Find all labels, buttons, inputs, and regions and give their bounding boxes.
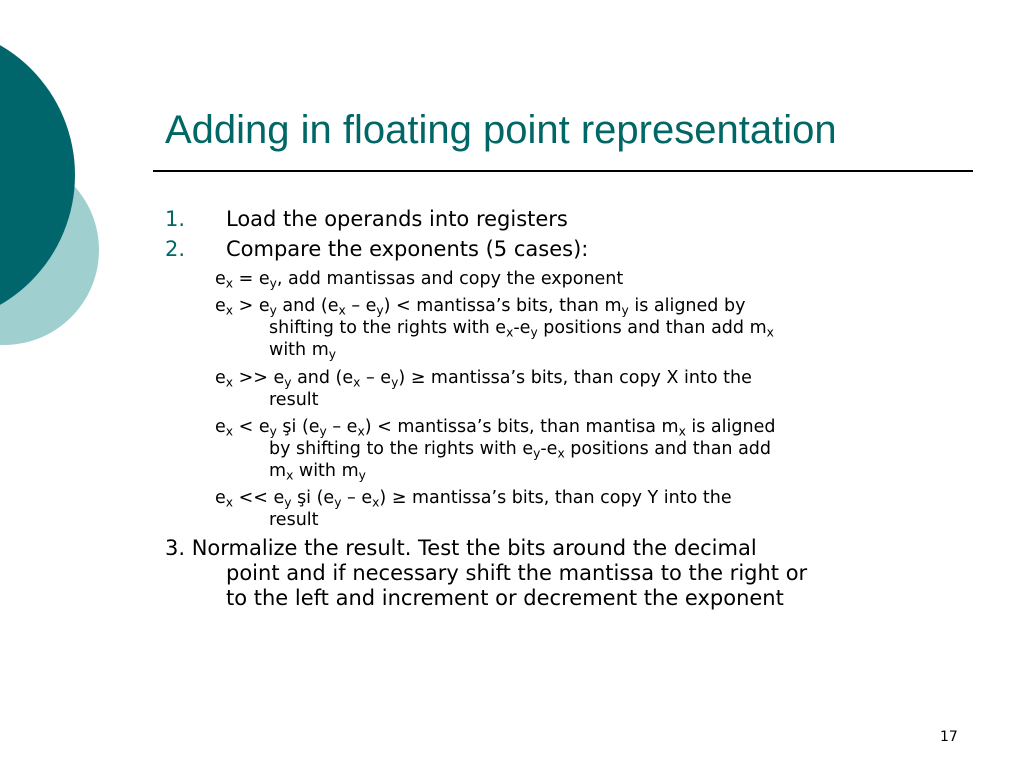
case-2-line-1 (215, 295, 745, 317)
subscript: x (225, 424, 234, 439)
step-3-line-1: 3. Normalize the result. Test the bits around the decimal (165, 536, 757, 560)
step-2-number: 2. (165, 237, 186, 261)
text-run: positions and than add (564, 439, 772, 459)
text-run: < e (233, 417, 270, 437)
text-run: -e (540, 439, 558, 459)
text-run: result (269, 510, 319, 530)
step-1-number: 1. (165, 207, 186, 231)
subscript: x (225, 375, 234, 390)
text-run: m (269, 461, 287, 481)
subscript: y (269, 303, 277, 318)
case-4-line-2 (269, 438, 771, 460)
text-run: result (269, 390, 319, 410)
text-run: e (215, 488, 226, 508)
subscript: x (225, 495, 234, 510)
text-run: > e (233, 296, 270, 316)
text-run: by shifting to the rights with e (269, 439, 534, 459)
subscript: x (557, 446, 565, 461)
text-run: – e (341, 488, 373, 508)
subscript: x (225, 303, 234, 318)
subscript: y (284, 375, 292, 390)
text-run: ) < mantissa’s bits, than m (383, 296, 622, 316)
text-run: ) < mantissa’s bits, than mantisa m (364, 417, 679, 437)
subscript: y (284, 495, 292, 510)
text-run: ) ≥ mantissa’s bits, than copy Y into the (379, 488, 732, 508)
case-5-line-1 (215, 487, 732, 509)
subscript: x (357, 424, 365, 439)
subscript: y (358, 468, 366, 483)
subscript: x (506, 325, 514, 340)
text-run: – e (326, 417, 358, 437)
subscript: x (678, 424, 686, 439)
decorative-circles (0, 0, 110, 400)
slide-title: Adding in floating point representation (165, 108, 837, 152)
subscript: y (319, 424, 327, 439)
text-run: şi (e (291, 488, 335, 508)
subscript: y (530, 325, 538, 340)
text-run: shifting to the rights with e (269, 318, 507, 338)
subscript: y (391, 375, 399, 390)
text-run: with m (269, 340, 329, 360)
subscript: x (353, 375, 361, 390)
case-5-line-2 (269, 509, 319, 531)
case-4-line-3 (269, 460, 366, 482)
step-2-text: Compare the exponents (5 cases): (226, 237, 589, 261)
case-2-line-2 (269, 317, 774, 339)
subscript: y (533, 446, 541, 461)
text-run: ) ≥ mantissa’s bits, than copy X into the (398, 368, 752, 388)
case-2-line-3 (269, 339, 336, 361)
text-run: e (215, 417, 226, 437)
case-4-line-1 (215, 416, 775, 438)
subscript: x (286, 468, 294, 483)
subscript: x (766, 325, 774, 340)
step-1-text: Load the operands into registers (226, 207, 568, 231)
text-run: is aligned (685, 417, 776, 437)
text-run: e (215, 296, 226, 316)
subscript: y (328, 347, 336, 362)
text-run: with m (293, 461, 359, 481)
subscript: y (334, 495, 342, 510)
text-run: is aligned by (628, 296, 746, 316)
text-run: -e (513, 318, 531, 338)
text-run: , add mantissas and copy the exponent (276, 269, 624, 289)
subscript: x (225, 276, 234, 291)
text-run: = e (233, 269, 270, 289)
subscript: y (269, 276, 277, 291)
text-run: – e (360, 368, 392, 388)
title-underline (153, 170, 973, 172)
text-run: << e (233, 488, 285, 508)
subscript: x (372, 495, 380, 510)
subscript: y (621, 303, 629, 318)
case-3-line-2 (269, 389, 319, 411)
text-run: – e (345, 296, 377, 316)
slide-number: 17 (940, 729, 958, 745)
subscript: x (338, 303, 346, 318)
case-3-line-1 (215, 367, 752, 389)
text-run: e (215, 269, 226, 289)
step-3-line-2: point and if necessary shift the mantissa to the right or (226, 561, 808, 585)
text-run: şi (e (276, 417, 320, 437)
text-run: e (215, 368, 226, 388)
step-3-line-3: to the left and increment or decrement the exponent (226, 586, 784, 610)
text-run: and (e (291, 368, 354, 388)
subscript: y (376, 303, 384, 318)
text-run: >> e (233, 368, 285, 388)
subscript: y (269, 424, 277, 439)
text-run: positions and than add m (537, 318, 767, 338)
case-1-line-1 (215, 268, 623, 290)
text-run: and (e (276, 296, 339, 316)
